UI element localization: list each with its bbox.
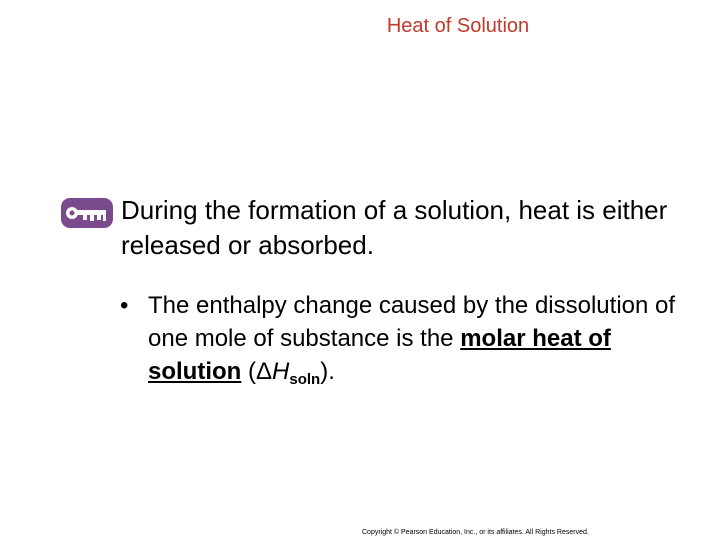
main-point-text: During the formation of a solution, heat is either released or absorbed.	[121, 195, 668, 260]
slide-title: Heat of Solution	[386, 15, 530, 37]
copyright-notice: Copyright © Pearson Education, Inc., or its affiliates. All Rights Reserved.	[362, 529, 589, 536]
bullet-marker: •	[120, 292, 129, 319]
soln-subscript: soln	[289, 371, 321, 388]
sub-point-text	[148, 289, 708, 396]
open-paren: (	[248, 358, 256, 385]
delta-symbol: Δ	[256, 358, 273, 385]
key-term: molar heat of solution	[148, 325, 611, 385]
close-paren: ).	[320, 358, 335, 385]
enthalpy-variable: H	[272, 358, 290, 385]
key-icon	[60, 197, 114, 229]
sub-point-body: The enthalpy change caused by the dissolution of one mole of substance is the	[148, 292, 676, 352]
